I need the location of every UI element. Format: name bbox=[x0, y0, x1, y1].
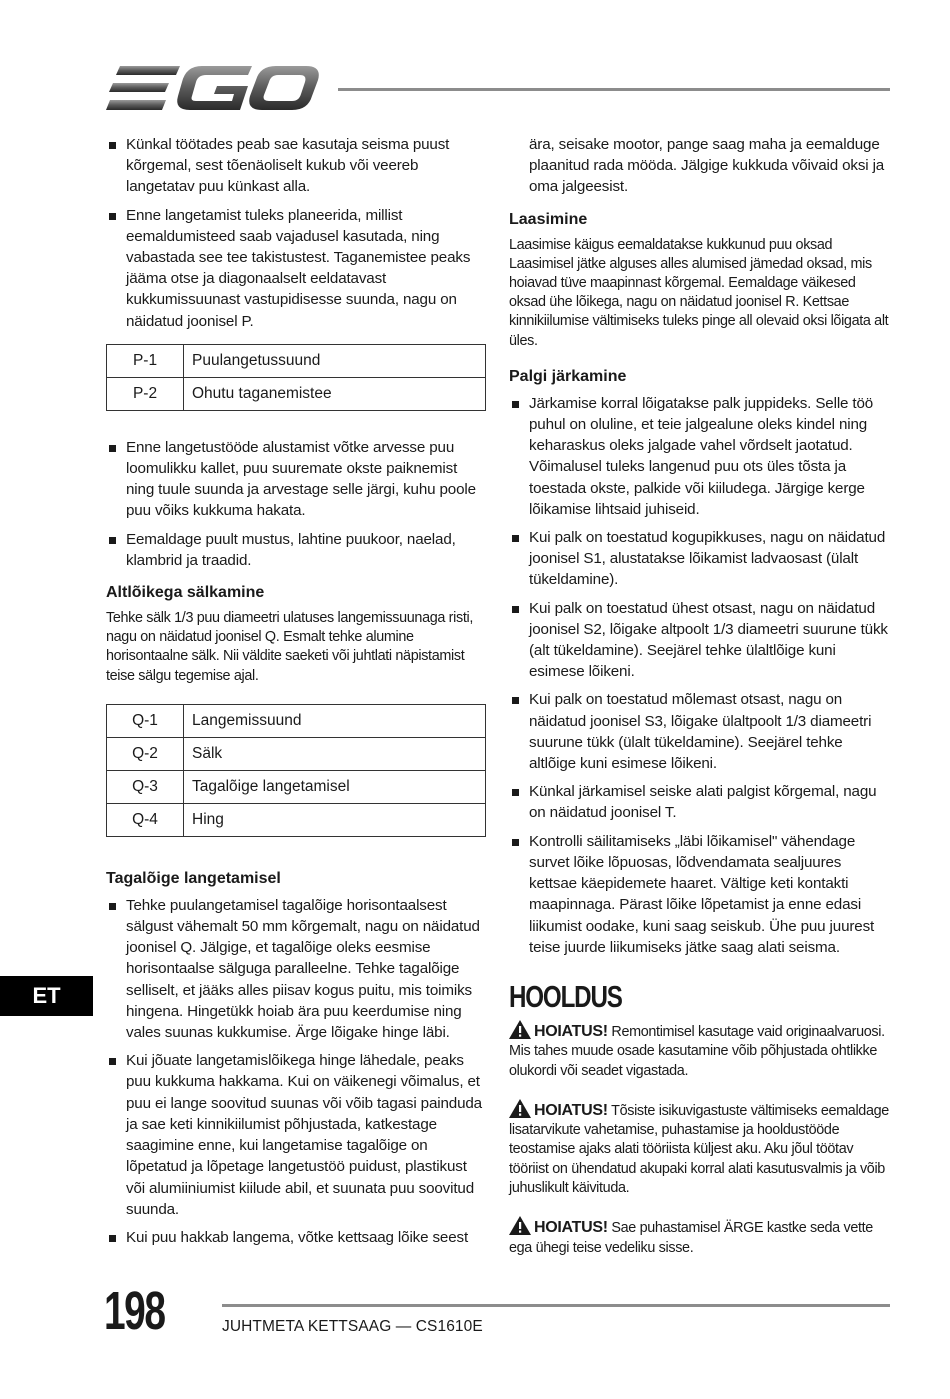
warning-triangle-icon bbox=[509, 1216, 531, 1235]
limbing-heading: Laasimine bbox=[509, 210, 588, 228]
warning-triangle-icon bbox=[509, 1020, 531, 1039]
table-row bbox=[107, 377, 486, 410]
table-key: Q-3 bbox=[107, 770, 184, 803]
list-item: Kui puu hakkab langema, võtke kettsaag lõike seest bbox=[106, 1227, 486, 1248]
list-item: Kui jõuate langetamislõikega hinge lähedale, peaks puu kukkuma hakkama. Kui on väikenegi võimalus, et puu ei lange soovitud suunas või võib tagasi painduda ja sae keti kinnikiilumist põhjustada, katkestage saagimine enne, kui langetamise tagalõige on lõpetatud ja lõpetage langetustöö puidust, plastikust või alumiiniumist kiilude abil, et suunata puu soovitud suunda. bbox=[106, 1050, 486, 1220]
table-value: Sälk bbox=[184, 737, 486, 770]
table-value: Hing bbox=[184, 803, 486, 836]
bullet-list-top bbox=[106, 134, 486, 332]
list-item: Kui palk on toestatud kogupikkuses, nagu on näidatud joonisel S1, alustatakse lõikamist ladvaosast (ülalt tükeldamine). bbox=[509, 527, 893, 591]
notch-text: Tehke sälk 1/3 puu diameetri ulatuses langemissuunaga risti, nagu on näidatud joonisel Q. Esmalt tehke alumine horisontaalne sälk. Nii väldite saeketi või juhtlati näpistamist teise sälgu tegemise ajal. bbox=[106, 610, 473, 684]
table-value: Puulangetussuund bbox=[184, 344, 486, 377]
table-key: P-2 bbox=[107, 377, 184, 410]
warning-block bbox=[509, 1216, 893, 1258]
list-item: Künkal töötades peab sae kasutaja seisma puust kõrgemal, sest tõenäoliselt kukub või veereb langetatav puu künkast alla. bbox=[106, 134, 486, 198]
warning-text: Remontimisel kasutage vaid originaalvaruosi. Mis tahes muude osade kasutamine võib põhjustada ohtlikke olukordi või seadet vigastada. bbox=[509, 1023, 885, 1079]
ego-logo bbox=[106, 64, 320, 112]
notch-heading: Altlõikega sälkamine bbox=[106, 584, 265, 602]
footer-rule bbox=[222, 1304, 890, 1307]
list-item: Tehke puulangetamisel tagalõige horisontaalsest sälgust vähemalt 50 mm kõrgemalt, nagu on näidatud joonisel Q. Jälgige, et tagalõige oleks eesmise horisontaalse sälguga paralleelne. Tehke tagalõige selliselt, et jääks alles piisav kogus puitu, mis toimiks hingena. Hingetükk hoiab ära puu keerdumise ning vales suunas kukkumise. Ärge lõigake hinge läbi. bbox=[106, 895, 486, 1043]
list-item: Kui palk on toestatud mõlemast otsast, nagu on näidatud joonisel S3, lõigake ülaltpoolt 1/3 diameetri suurune tükk (ülalt tükeldamine). Seejärel tehke altlõige kuni esimese lõikeni. bbox=[509, 689, 893, 774]
table-key: Q-2 bbox=[107, 737, 184, 770]
warning-label: HOIATUS! bbox=[534, 1219, 608, 1237]
list-item: Enne langetustööde alustamist võtke arvesse puu loomulikku kallet, puu suuremate okste paiknemist ning tuule suunda ja arvestage selle järgi, kuhu poole puu võiks kukkuma hakata. bbox=[106, 437, 486, 522]
warning-triangle-icon bbox=[509, 1099, 531, 1118]
list-item: Kontrolli säilitamiseks „läbi lõikamisel" vähendage survet lõike lõpuosas, lõdvendamata sealjuures kettsae käepidemete haaret. Vältige keti kontakti maapinnaga. Pärast lõike lõpetamist ja enne edasi liikumist oodake, kuni saag seiskub. Ühe puu juurest teise juurde liikumiseks jätke saag alati seisma. bbox=[509, 831, 893, 958]
warning-block bbox=[509, 1020, 893, 1081]
footer-title: JUHTMETA KETTSAAG — CS1610E bbox=[222, 1318, 483, 1335]
page-number: 198 bbox=[104, 1281, 165, 1341]
warning-text: Tõsiste isikuvigastuste vältimiseks eemaldage lisatarvikute vahetamise, puhastamise ja hooldustööde teostamise ajaks alati tööriista küljest aku. Aku jõul töötav tööriist on ühendatud akupaki korral alati kasutusvalmis ja võib juhuslikult käivituda. bbox=[509, 1102, 889, 1196]
warning-text: Sae puhastamisel ÄRGE kastke seda vette ega ühegi teise vedeliku sisse. bbox=[509, 1220, 873, 1256]
table-row bbox=[107, 344, 486, 377]
header-rule bbox=[338, 88, 890, 91]
list-item: Eemaldage puult mustus, lahtine puukoor, naelad, klambrid ja traadid. bbox=[106, 529, 486, 571]
left-column bbox=[106, 134, 486, 1255]
continuation-block bbox=[509, 134, 893, 198]
table-value: Ohutu taganemistee bbox=[184, 377, 486, 410]
bucking-heading: Palgi järkamine bbox=[509, 367, 627, 385]
table-value: Tagalõige langetamisel bbox=[184, 770, 486, 803]
bucking-list bbox=[509, 393, 893, 958]
warning-block bbox=[509, 1099, 893, 1198]
warning-label: HOIATUS! bbox=[534, 1022, 608, 1040]
list-item: Künkal järkamisel seiske alati palgist kõrgemal, nagu on näidatud joonisel T. bbox=[509, 781, 893, 823]
warning-label: HOIATUS! bbox=[534, 1101, 608, 1119]
section-title: HOOLDUS bbox=[509, 978, 622, 1014]
right-column bbox=[509, 134, 893, 1276]
limbing-text: Laasimise käigus eemaldatakse kukkunud puu oksad Laasimisel jätke alguses alles alumised jämedad oksad, mis hoiavad tüve maapinnast kõrgemal. Eemaldage väikesed oksad ühe lõikega, nagu on näidatud joonisel R. Kettsae kinnikiilumise vältimiseks tuleks pinge all olevaid oksi lõigata alt üles. bbox=[509, 236, 889, 349]
table-row bbox=[107, 803, 486, 836]
table-q bbox=[106, 704, 486, 837]
table-p bbox=[106, 344, 486, 411]
table-key: Q-4 bbox=[107, 803, 184, 836]
list-item: Enne langetamist tuleks planeerida, millist eemaldumisteed saab vajadusel kasutada, ning vabastada see tee takistustest. Taganemistee peaks jääma otse ja diagonaalselt eeldatavast kukkumissuunast vastupidisesse suunda, nagu on näidatud joonisel P. bbox=[106, 205, 486, 332]
table-value: Langemissuund bbox=[184, 704, 486, 737]
language-tab: ET bbox=[0, 976, 93, 1016]
backcut-heading: Tagalõige langetamisel bbox=[106, 869, 281, 887]
bullet-list-mid bbox=[106, 437, 486, 571]
list-item-continuation: ära, seisake mootor, pange saag maha ja eemalduge plaanitud rada mööda. Jälgige kukkuda võivaid oksi ja oma jalgeesist. bbox=[529, 136, 885, 196]
table-row bbox=[107, 737, 486, 770]
list-item: Järkamise korral lõigatakse palk juppideks. Selle töö puhul on oluline, et teie jalgealune oleks kindel ning keharaskus oleks jalgade vahel võrdselt jaotatud. Võimalusel tuleks langenud puu ots üles tõsta ja toestada okste, palkide või kiiludega. Järgige kerge lõikamise lihtsaid juhiseid. bbox=[509, 393, 893, 520]
table-key: P-1 bbox=[107, 344, 184, 377]
table-row bbox=[107, 704, 486, 737]
table-key: Q-1 bbox=[107, 704, 184, 737]
bullet-list-bottom bbox=[106, 895, 486, 1248]
table-row bbox=[107, 770, 486, 803]
list-item: Kui palk on toestatud ühest otsast, nagu on näidatud joonisel S2, lõigake altpoolt 1/3 diameetri suurune tükk (alt tükeldamine). Seejärel tehke ülaltlõige kuni esimese lõikeni. bbox=[509, 598, 893, 683]
